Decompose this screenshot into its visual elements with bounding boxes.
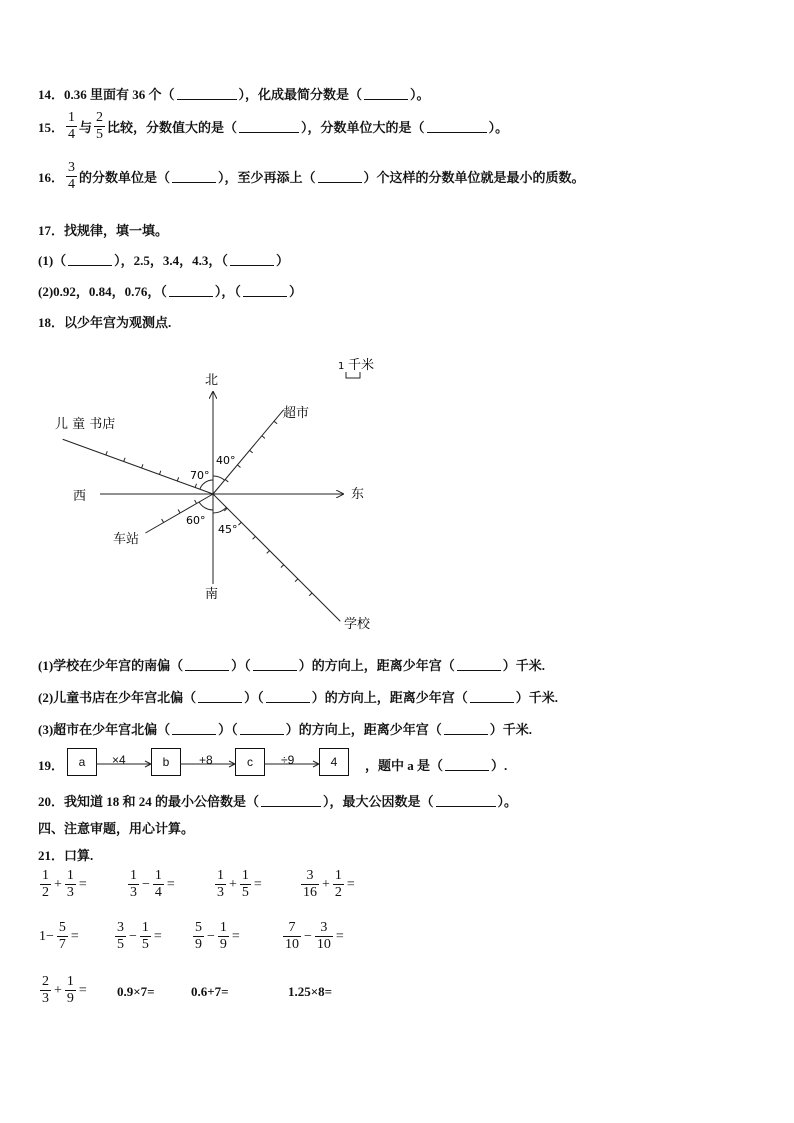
q14-text-b: ），化成最简分数是（ <box>238 87 363 102</box>
calc-item[interactable] <box>299 868 356 901</box>
calc-item[interactable] <box>213 868 263 901</box>
ray-tick <box>295 579 298 582</box>
fraction <box>193 920 204 953</box>
fraction <box>115 920 126 953</box>
q14-blank-1[interactable] <box>177 87 237 100</box>
flow-box-c: c <box>235 748 265 776</box>
denominator: 10 <box>316 937 331 952</box>
numerator: 3 <box>320 920 328 935</box>
calc-operator: + <box>54 876 62 892</box>
calc-equals: = <box>70 928 79 944</box>
q18-title: 18．以少年宫为观测点. <box>38 315 172 330</box>
q18-p3-blank-3[interactable] <box>444 722 488 735</box>
q18-part-3 <box>38 719 532 738</box>
scale-number: 1 <box>338 361 345 372</box>
calc-item[interactable] <box>191 920 241 953</box>
q19-text-b: ）. <box>491 758 508 773</box>
label-station: 车站 <box>113 532 140 547</box>
q16-blank-1[interactable] <box>172 170 216 183</box>
label-south: 南 <box>205 587 219 602</box>
calc-equals: = <box>346 876 355 892</box>
q18-p2-text-d: ）千米. <box>515 690 558 705</box>
ray-tick <box>281 565 284 568</box>
denominator: 9 <box>195 937 202 952</box>
calc-operator: − <box>207 928 215 944</box>
q20-text-b: ），最大公因数是（ <box>323 794 434 809</box>
ray-tick <box>106 451 107 455</box>
denominator: 7 <box>58 937 66 952</box>
calc-item[interactable] <box>126 868 176 901</box>
label-west: 西 <box>73 489 87 504</box>
q18-p3-blank-1[interactable] <box>172 722 216 735</box>
q18-p1-blank-3[interactable] <box>457 658 501 671</box>
q15-text-c: ）。 <box>488 120 509 135</box>
q18-p1-text-a: (1)学校在少年宫的南偏（ <box>38 658 184 673</box>
fraction <box>240 868 251 901</box>
calc-operator: + <box>229 876 237 892</box>
ray-tick <box>253 536 256 539</box>
ray-tick <box>237 465 240 468</box>
label-school: 学校 <box>344 617 371 632</box>
ray-tick <box>162 519 164 522</box>
question-20 <box>38 791 517 810</box>
calc-operator: − <box>304 928 312 944</box>
q18-part-1 <box>38 655 545 674</box>
ray-line <box>213 494 340 621</box>
q19-tail <box>365 755 507 774</box>
numerator: 5 <box>58 920 66 935</box>
ray-tick <box>225 479 228 482</box>
ray-tick <box>195 484 196 488</box>
q19-blank[interactable] <box>445 758 489 771</box>
scale-unit: 千米 <box>348 358 375 373</box>
q18-part-2 <box>38 687 558 706</box>
calc-equals: = <box>253 876 262 892</box>
denominator: 5 <box>241 885 249 900</box>
ray-tick <box>142 464 143 468</box>
q18-p3-text-b: ）（ <box>218 722 238 737</box>
calc-equals: = <box>78 982 87 998</box>
question-14 <box>38 84 430 103</box>
fraction <box>215 868 226 901</box>
flow-op-3: ÷9 <box>281 753 295 767</box>
calc-lead: 1− <box>39 928 54 944</box>
q17-sub-1 <box>38 250 289 269</box>
calc-item[interactable] <box>38 920 80 953</box>
fraction <box>218 920 229 953</box>
q19-number: 19． <box>38 758 65 773</box>
q14-number: 14． <box>38 87 65 102</box>
calc-expression: 1.25×8= <box>288 984 333 999</box>
q18-p1-text-b: ）（ <box>231 658 251 673</box>
ray-tick <box>267 551 270 554</box>
q16-blank-2[interactable] <box>318 170 362 183</box>
calc-equals: = <box>335 928 344 944</box>
fraction <box>301 868 319 901</box>
label-bookstore: 儿 童 书店 <box>55 417 116 432</box>
calc-item[interactable] <box>38 974 88 1007</box>
q15-fraction-2 <box>94 110 105 143</box>
denominator: 3 <box>66 885 74 900</box>
numerator: 1 <box>141 920 149 935</box>
q15-number: 15． <box>38 120 65 135</box>
q18-p1-blank-2[interactable] <box>253 658 297 671</box>
q17-s2-text-b: ），（ <box>214 284 241 299</box>
fraction <box>65 868 76 901</box>
label-market: 超市 <box>283 406 310 421</box>
fraction <box>40 974 51 1007</box>
numerator: 1 <box>217 868 224 883</box>
ray-bookstore <box>63 439 213 494</box>
numerator: 1 <box>66 974 74 989</box>
q17-s2-blank-2[interactable] <box>243 284 287 297</box>
q19-text-a: ，题中 a 是（ <box>365 758 444 773</box>
q18-p1-text-d: ）千米. <box>502 658 545 673</box>
angle-label-70: 70° <box>190 469 210 482</box>
denominator: 3 <box>217 885 224 900</box>
q20-blank-1[interactable] <box>261 794 321 807</box>
calc-operator: − <box>129 928 137 944</box>
denominator: 4 <box>154 885 162 900</box>
flow-op-2: +8 <box>199 753 213 767</box>
ray-tick <box>250 450 253 453</box>
fraction <box>315 920 333 953</box>
q18-p1-text-c: ）的方向上，距离少年宫（ <box>298 658 455 673</box>
numerator: 1 <box>68 110 76 125</box>
q17-s1-blank-2[interactable] <box>230 253 274 266</box>
label-north: 北 <box>205 373 219 388</box>
q17-s1-text-b: ），2.5，3.4，4.3，（ <box>114 253 228 268</box>
denominator: 5 <box>96 127 104 142</box>
q20-text-a: 20．我知道 18 和 24 的最小公倍数是（ <box>38 794 260 809</box>
q18-p2-text-c: ）的方向上，距离少年宫（ <box>311 690 468 705</box>
numerator: 3 <box>117 920 124 935</box>
q16-text-c: ）个这样的分数单位就是最小的质数。 <box>363 170 585 185</box>
arc-60 <box>199 502 213 510</box>
denominator: 5 <box>141 937 149 952</box>
denominator: 9 <box>66 991 74 1006</box>
fraction <box>57 920 68 953</box>
numerator: 1 <box>130 868 137 883</box>
q14-text-a: 0.36 里面有 36 个（ <box>64 87 175 102</box>
fraction <box>65 974 76 1007</box>
calc-expression: 0.9×7= <box>117 984 155 999</box>
fraction <box>153 868 164 901</box>
numerator: 3 <box>68 160 76 175</box>
calc-equals: = <box>78 876 87 892</box>
numerator: 3 <box>306 868 314 883</box>
q17-s2-blank-1[interactable] <box>169 284 213 297</box>
q15-mid: 与 <box>79 120 93 135</box>
calc-item[interactable] <box>117 984 155 1000</box>
question-16 <box>38 160 585 193</box>
arc-40 <box>213 476 225 480</box>
q15-blank-2[interactable] <box>427 120 487 133</box>
numerator: 1 <box>154 868 162 883</box>
q17-s2-text-c: ） <box>288 284 302 299</box>
denominator: 2 <box>334 885 342 900</box>
fraction <box>140 920 151 953</box>
ray-tick <box>159 471 160 475</box>
angle-label-60: 60° <box>186 514 206 527</box>
q15-fraction-1 <box>66 110 77 143</box>
ray-school <box>213 494 340 621</box>
denominator: 4 <box>68 127 76 142</box>
calc-item[interactable] <box>288 984 332 1000</box>
angle-label-40: 40° <box>216 454 236 467</box>
denominator: 2 <box>42 885 49 900</box>
ray-tick <box>238 522 241 525</box>
q21-title: 21．口算. <box>38 848 94 863</box>
fraction <box>128 868 139 901</box>
denominator: 10 <box>285 937 299 952</box>
q15-text-a: 比较，分数值大的是（ <box>107 120 238 135</box>
direction-diagram <box>40 352 400 642</box>
calc-operator: + <box>322 876 330 892</box>
denominator: 3 <box>130 885 137 900</box>
ray-tick <box>262 436 265 439</box>
calc-equals: = <box>166 876 175 892</box>
ray-tick <box>195 500 197 503</box>
numerator: 1 <box>241 868 249 883</box>
ray-tick <box>309 593 312 596</box>
label-east: 东 <box>351 487 365 502</box>
fraction <box>40 868 51 901</box>
q15-text-b: ），分数单位大的是（ <box>301 120 425 135</box>
section-heading: 四、注意审题，用心计算。 <box>38 821 195 836</box>
calc-equals: = <box>231 928 240 944</box>
q18-p3-blank-2[interactable] <box>240 722 284 735</box>
q14-text-c: ）。 <box>410 87 430 102</box>
q17-s1-text-a: (1)（ <box>38 253 67 268</box>
q17-title: 17．找规律，填一填。 <box>38 223 169 238</box>
q20-blank-2[interactable] <box>436 794 496 807</box>
numerator: 1 <box>219 920 227 935</box>
ray-tick <box>178 510 180 513</box>
q16-text-b: ），至少再添上（ <box>218 170 316 185</box>
q17-s2-text-a: (2)0.92，0.84，0.76，（ <box>38 284 167 299</box>
ray-market <box>213 410 284 494</box>
calc-operator: − <box>142 876 150 892</box>
q18-p2-text-b: ）（ <box>244 690 264 705</box>
q15-blank-1[interactable] <box>239 120 299 133</box>
fraction <box>333 868 344 901</box>
denominator: 3 <box>42 991 49 1006</box>
flow-box-4: 4 <box>319 748 349 776</box>
fraction <box>283 920 301 953</box>
q18-p3-text-a: (3)超市在少年宫北偏（ <box>38 722 171 737</box>
flow-arrows <box>96 760 320 768</box>
numerator: 1 <box>334 868 342 883</box>
q18-p2-blank-2[interactable] <box>266 690 310 703</box>
numerator: 1 <box>66 868 74 883</box>
q18-p3-text-c: ）的方向上，距离少年宫（ <box>285 722 442 737</box>
ray-tick <box>274 421 277 424</box>
numerator: 5 <box>195 920 202 935</box>
q16-text-a: 的分数单位是（ <box>79 170 171 185</box>
ray-line <box>63 439 213 494</box>
numerator: 2 <box>42 974 49 989</box>
angle-label-45: 45° <box>218 523 238 536</box>
denominator: 9 <box>219 937 227 952</box>
ray-line <box>213 410 284 494</box>
q17-s1-blank-1[interactable] <box>68 253 112 266</box>
flow-box-b: b <box>151 748 181 776</box>
ray-tick <box>124 458 125 462</box>
q20-text-c: ）。 <box>497 794 518 809</box>
q18-p2-text-a: (2)儿童书店在少年宫北偏（ <box>38 690 197 705</box>
q16-number: 16． <box>38 170 65 185</box>
calc-item[interactable] <box>38 868 88 901</box>
calc-item[interactable] <box>281 920 345 953</box>
numerator: 2 <box>96 110 104 125</box>
q18-p1-blank-1[interactable] <box>185 658 229 671</box>
denominator: 5 <box>117 937 124 952</box>
calc-equals: = <box>153 928 162 944</box>
q17-sub-2 <box>38 281 302 300</box>
denominator: 4 <box>68 177 76 192</box>
ray-tick <box>177 477 178 481</box>
q16-fraction <box>66 160 77 193</box>
denominator: 16 <box>303 885 317 900</box>
numerator: 7 <box>288 920 296 935</box>
calc-expression: 0.6+7= <box>191 984 229 999</box>
q14-blank-2[interactable] <box>364 87 408 100</box>
calc-operator: + <box>54 982 62 998</box>
numerator: 1 <box>42 868 49 883</box>
question-15 <box>38 110 508 143</box>
q18-p2-blank-3[interactable] <box>470 690 514 703</box>
flow-op-1: ×4 <box>112 753 126 767</box>
q18-p3-text-d: ）千米. <box>489 722 532 737</box>
q17-s1-text-c: ） <box>275 253 289 268</box>
calc-item[interactable] <box>191 984 229 1000</box>
flow-box-a: a <box>67 748 97 776</box>
calc-item[interactable] <box>113 920 163 953</box>
q18-p2-blank-1[interactable] <box>198 690 242 703</box>
